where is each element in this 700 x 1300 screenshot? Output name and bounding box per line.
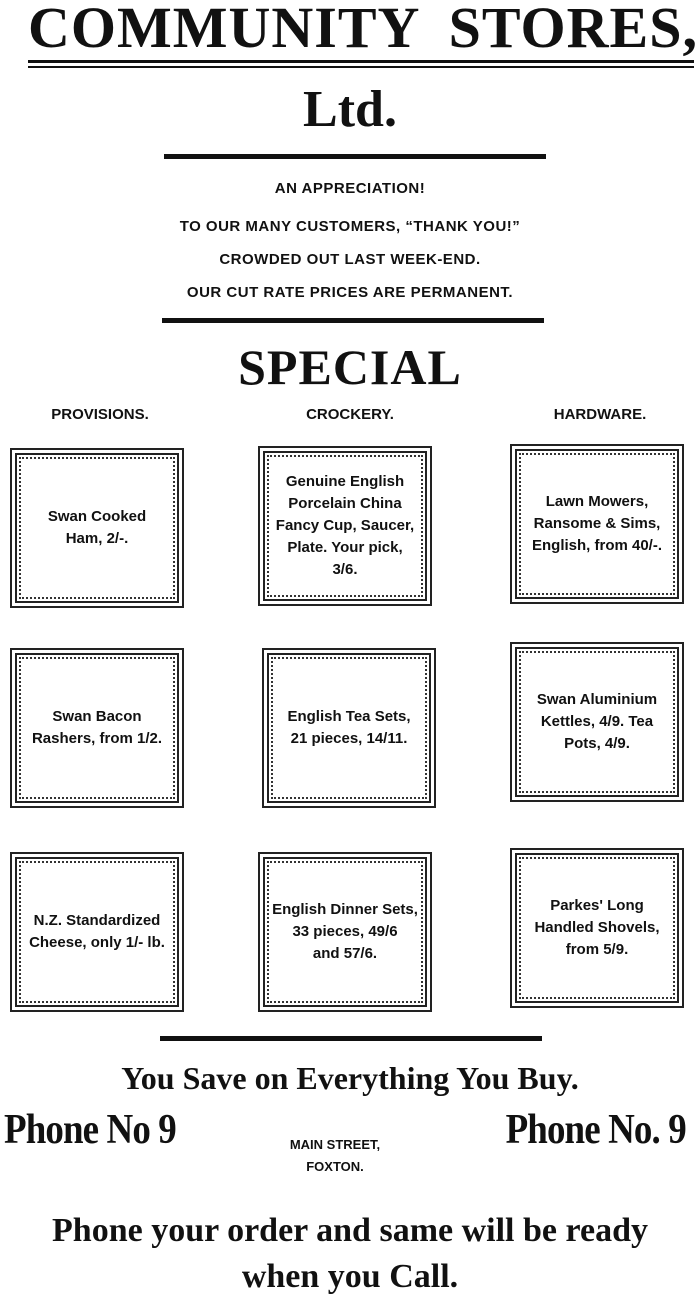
ad-box-aluminium-kettles xyxy=(510,642,684,802)
ad-box-text: Swan Bacon Rashers, from 1/2. xyxy=(31,708,163,747)
ad-box-text: Swan Aluminium Kettles, 4/9. Tea Pots, 4/9. xyxy=(536,691,658,752)
order-notice-line-2: when you Call. xyxy=(241,1258,459,1295)
ad-box-swan-bacon xyxy=(10,648,184,808)
phone-number-right: Phone No. 9 xyxy=(505,1107,686,1153)
address-street: MAIN STREET, xyxy=(289,1137,381,1152)
ad-box-text: Lawn Mowers, Ransome & Sims, English, from 40/-. xyxy=(531,493,663,554)
ad-box-dinner-sets xyxy=(258,852,432,1012)
ad-box-lawn-mowers xyxy=(510,444,684,604)
divider-1 xyxy=(164,154,546,159)
store-name-ltd: Ltd. xyxy=(303,81,397,138)
phone-number-left: Phone No 9 xyxy=(4,1107,176,1153)
ad-box-text: Parkes' Long Handled Shovels, from 5/9. xyxy=(534,897,660,958)
order-notice xyxy=(0,1208,700,1300)
ad-box-text: Swan Cooked Ham, 2/-. xyxy=(47,508,147,547)
ad-box-nz-cheese xyxy=(10,852,184,1012)
order-notice-line-1: Phone your order and same will be ready xyxy=(52,1212,648,1249)
divider-3 xyxy=(160,1036,542,1041)
column-heading-provisions: PROVISIONS. xyxy=(51,406,149,423)
ad-box-porcelain-china xyxy=(258,446,432,606)
appreciation-line-2: TO OUR MANY CUSTOMERS, “THANK YOU!” xyxy=(179,218,521,235)
appreciation-line-4: OUR CUT RATE PRICES ARE PERMANENT. xyxy=(186,284,514,301)
special-heading: SPECIAL xyxy=(238,339,462,395)
store-name-part1: COMMUNITY xyxy=(28,0,421,60)
ad-box-text: English Tea Sets, 21 pieces, 14/11. xyxy=(287,708,411,747)
ad-box-swan-ham xyxy=(10,448,184,608)
appreciation-line-1: AN APPRECIATION! xyxy=(274,180,426,197)
appreciation-line-3: CROWDED OUT LAST WEEK-END. xyxy=(219,251,481,268)
ad-box-text: N.Z. Standardized Cheese, only 1/- lb. xyxy=(29,912,165,951)
ad-box-text: Genuine English Porcelain China Fancy Cup, Saucer, Plate. Your pick, 3/6. xyxy=(275,473,415,578)
title-rule-top xyxy=(28,60,694,63)
ad-box-tea-sets xyxy=(262,648,436,808)
store-name-part2: STORES, xyxy=(448,0,698,60)
save-slogan: You Save on Everything You Buy. xyxy=(121,1060,579,1096)
title-rule-bottom xyxy=(28,66,694,68)
divider-2 xyxy=(162,318,544,323)
ad-box-text: English Dinner Sets, 33 pieces, 49/6 and 57/6. xyxy=(272,901,418,962)
store-address xyxy=(250,1134,420,1178)
ad-box-handled-shovels xyxy=(510,848,684,1008)
column-heading-hardware: HARDWARE. xyxy=(553,406,647,423)
address-town: FOXTON. xyxy=(306,1159,364,1174)
column-heading-crockery: CROCKERY. xyxy=(306,406,394,423)
